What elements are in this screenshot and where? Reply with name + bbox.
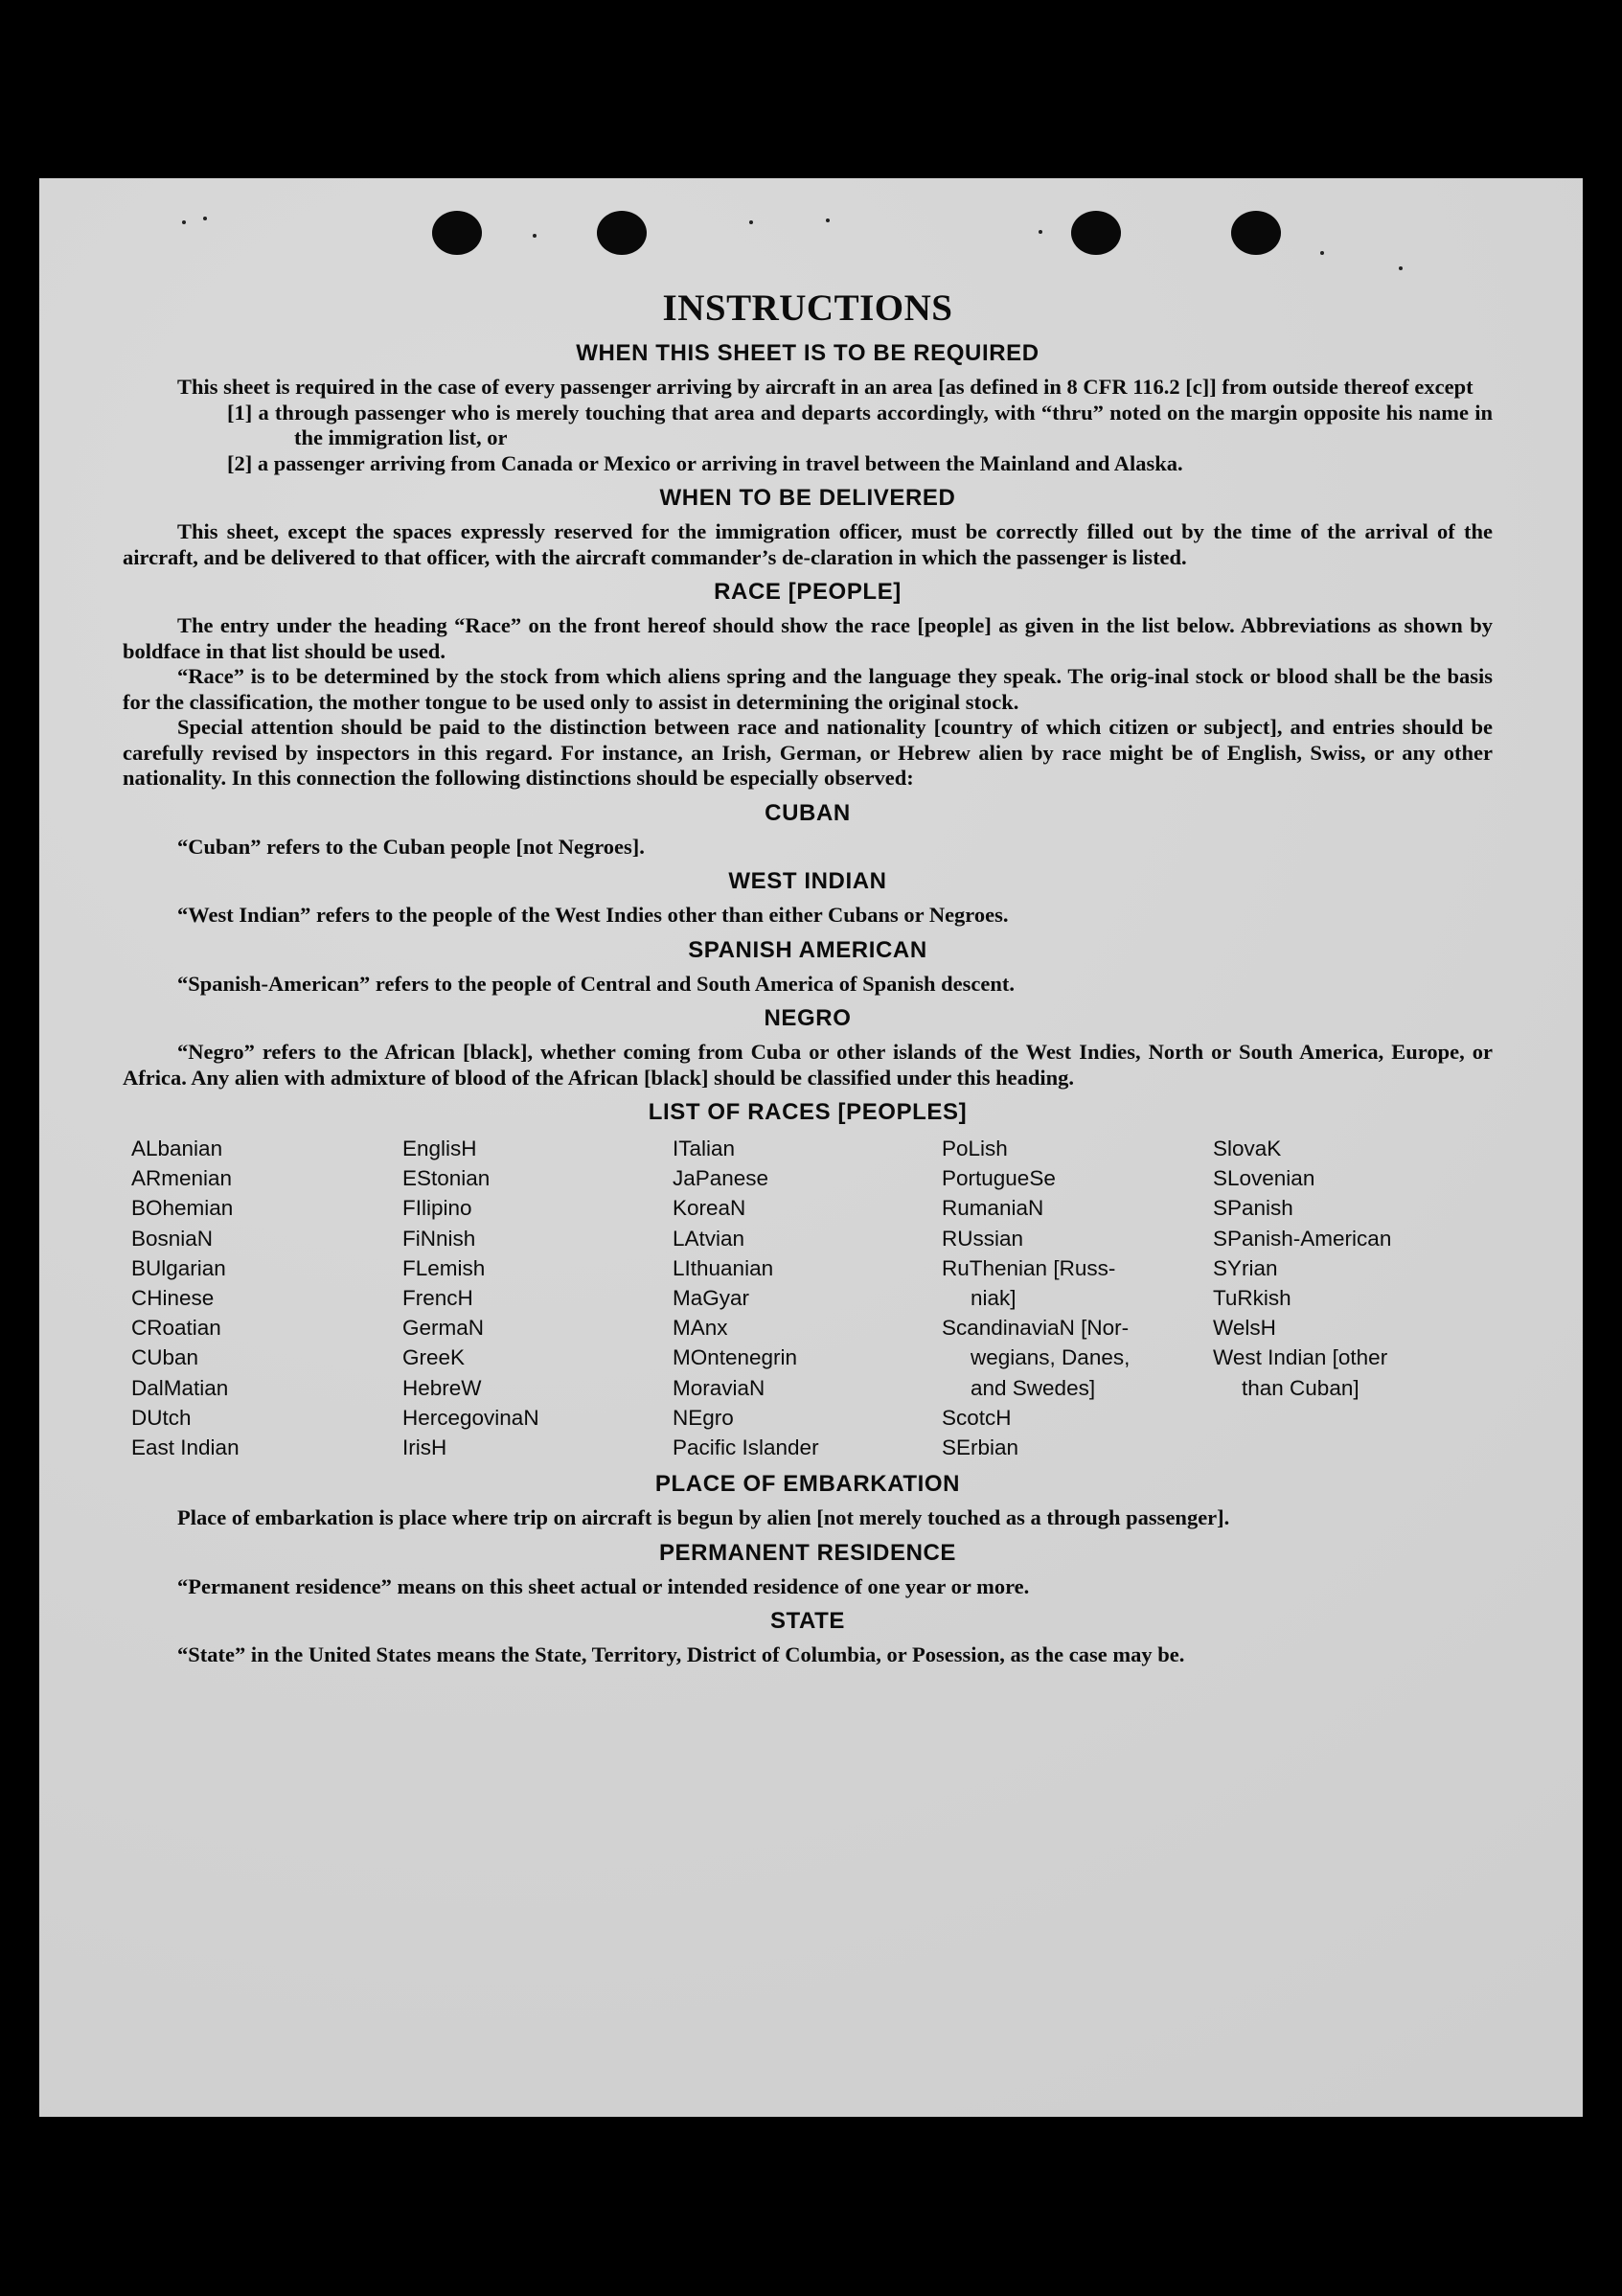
race-item: ScotcH <box>942 1405 1012 1430</box>
section-heading-delivered: WHEN TO BE DELIVERED <box>659 485 956 511</box>
section-heading-negro: NEGRO <box>764 1005 852 1031</box>
punch-hole <box>1231 211 1281 255</box>
page-title: INSTRUCTIONS <box>662 287 953 329</box>
race-item: FrencH <box>402 1286 473 1311</box>
speck <box>203 217 207 220</box>
race-item: PoLish <box>942 1137 1008 1160</box>
section-heading-embarkation: PLACE OF EMBARKATION <box>654 1471 961 1498</box>
required-item-1: [1] a through passenger who is merely touching that area and departs accordingly, with “thru” noted on the margin opposite his name in the immigration list, or <box>227 400 1493 449</box>
race-item: SErbian <box>942 1435 1019 1460</box>
race-item: SLovenian <box>1213 1166 1315 1191</box>
race-item: EnglisH <box>402 1137 477 1160</box>
section-heading-state: STATE <box>769 1608 846 1635</box>
west-indian-text: “West Indian” refers to the people of the West Indies other than either Cubans or Negroes. <box>177 903 1009 927</box>
race-item: TuRkish <box>1213 1286 1291 1311</box>
race-item-continued: than Cuban] <box>1242 1375 1359 1400</box>
speck <box>182 220 186 224</box>
race-item: WelsH <box>1213 1316 1276 1341</box>
race-item: FIlipino <box>402 1196 472 1221</box>
speck <box>826 218 830 222</box>
race-item: SYrian <box>1213 1255 1278 1280</box>
race-item: CUban <box>131 1345 199 1370</box>
speck <box>1039 230 1042 234</box>
race-item: East Indian <box>131 1435 240 1460</box>
race-item: RumaniaN <box>942 1196 1044 1221</box>
speck <box>1320 251 1324 255</box>
race-item: MOntenegrin <box>673 1345 798 1370</box>
races-column-2 <box>402 1134 673 1462</box>
race-item: GermaN <box>402 1316 485 1341</box>
race-item: ScandinaviaN [Nor- <box>942 1316 1130 1341</box>
section-heading-cuban: CUBAN <box>765 799 851 826</box>
race-item: HebreW <box>402 1375 482 1400</box>
races-column-4 <box>942 1134 1213 1462</box>
punch-hole <box>432 211 482 255</box>
punch-hole <box>1071 211 1121 255</box>
required-item-2: [2] a passenger arriving from Canada or Mexico or arriving in travel between the Mainland and Alaska. <box>227 450 1183 475</box>
race-item: BUlgarian <box>131 1255 226 1280</box>
spanish-american-text: “Spanish-American” refers to the people of Central and South America of Spanish descent. <box>177 971 1015 996</box>
negro-text: “Negro” refers to the African [black], whether coming from Cuba or other islands of the West Indies, North or South America, Europe, or Africa. Any alien with admixture of blood of the African [black] should be classified under this heading. <box>123 1040 1493 1090</box>
section-heading-spanish-american: SPANISH AMERICAN <box>688 936 927 963</box>
section-heading-residence: PERMANENT RESIDENCE <box>658 1539 957 1566</box>
residence-text: “Permanent residence” means on this sheet actual or intended residence of one year or more. <box>177 1573 1030 1598</box>
race-item: SlovaK <box>1213 1137 1282 1160</box>
race-item: SPanish <box>1213 1196 1293 1221</box>
race-item: MaGyar <box>673 1286 750 1311</box>
race-item: BOhemian <box>131 1196 234 1221</box>
state-text: “State” in the United States means the State, Territory, District of Columbia, or Posession, as the case may be. <box>177 1642 1185 1667</box>
speck <box>533 234 537 238</box>
instructions-body <box>123 286 1493 1668</box>
races-column-1 <box>131 1134 402 1462</box>
section-heading-west-indian: WEST INDIAN <box>728 868 887 894</box>
race-item: IrisH <box>402 1435 447 1460</box>
race-item: ALbanian <box>131 1137 223 1160</box>
race-paragraph-3: Special attention should be paid to the distinction between race and nationality [country of which citizen or subject], and entries should be carefully revised by inspectors in this regard. For instance, an Irish, German, or Hebrew alien by race might be of English, Swiss, or any other nationality. In this connection the following distinctions should be especially observed: <box>123 715 1493 790</box>
race-item: NEgro <box>673 1405 734 1430</box>
race-item: KoreaN <box>673 1196 746 1221</box>
required-intro: This sheet is required in the case of every passenger arriving by aircraft in an area [as defined in 8 CFR 116.2 [c]] from outside thereof except <box>177 375 1474 399</box>
race-item: SPanish-American <box>1213 1226 1392 1251</box>
punch-hole <box>597 211 647 255</box>
race-item: LIthuanian <box>673 1255 774 1280</box>
list-of-races-heading: LIST OF RACES [PEOPLES] <box>648 1099 968 1125</box>
race-item: PortugueSe <box>942 1166 1056 1191</box>
section-heading-required: WHEN THIS SHEET IS TO BE REQUIRED <box>576 340 1039 366</box>
race-item-continued: and Swedes] <box>971 1375 1096 1400</box>
race-item: LAtvian <box>673 1226 745 1251</box>
race-item: RUssian <box>942 1226 1024 1251</box>
race-item: RuThenian [Russ- <box>942 1255 1116 1280</box>
race-item: CRoatian <box>131 1316 221 1341</box>
race-item: MAnx <box>673 1316 728 1341</box>
race-item: HercegovinaN <box>402 1405 539 1430</box>
race-item: MoraviaN <box>673 1375 765 1400</box>
race-item: FiNnish <box>402 1226 476 1251</box>
speck <box>749 220 753 224</box>
race-paragraph-2: “Race” is to be determined by the stock from which aliens spring and the language they speak. The orig-inal stock or blood shall be the basis for the classification, the mother tongue to be used only to assist in determining the original stock. <box>123 664 1493 714</box>
races-column-5 <box>1213 1134 1500 1462</box>
races-list <box>131 1134 1493 1462</box>
delivered-text: This sheet, except the spaces expressly reserved for the immigration officer, must be correctly filled out by the time of the arrival of the aircraft, and be delivered to that officer, with the aircraft commander’s de-claration in which the passenger is listed. <box>123 519 1493 569</box>
race-item: BosniaN <box>131 1226 214 1251</box>
section-heading-race: RACE [PEOPLE] <box>714 579 902 605</box>
race-item: FLemish <box>402 1255 486 1280</box>
embarkation-text: Place of embarkation is place where trip on aircraft is begun by alien [not merely touched as a through passenger]. <box>177 1505 1230 1530</box>
race-item: JaPanese <box>673 1166 769 1191</box>
race-paragraph-1: The entry under the heading “Race” on the front hereof should show the race [people] as given in the list below. Abbreviations as shown by boldface in that list should be used. <box>123 613 1493 663</box>
race-item: Pacific Islander <box>673 1435 819 1460</box>
race-item: West Indian [other <box>1213 1345 1388 1370</box>
race-item: DalMatian <box>131 1375 229 1400</box>
race-item: EStonian <box>402 1166 491 1191</box>
cuban-text: “Cuban” refers to the Cuban people [not Negroes]. <box>177 834 645 859</box>
race-item-continued: wegians, Danes, <box>971 1345 1131 1370</box>
races-column-3 <box>673 1134 942 1462</box>
race-item: ITalian <box>673 1137 736 1160</box>
race-item-continued: niak] <box>971 1286 1017 1311</box>
race-item: CHinese <box>131 1286 215 1311</box>
race-item: GreeK <box>402 1345 466 1370</box>
speck <box>1399 266 1403 270</box>
race-item: ARmenian <box>131 1166 233 1191</box>
race-item: DUtch <box>131 1405 192 1430</box>
